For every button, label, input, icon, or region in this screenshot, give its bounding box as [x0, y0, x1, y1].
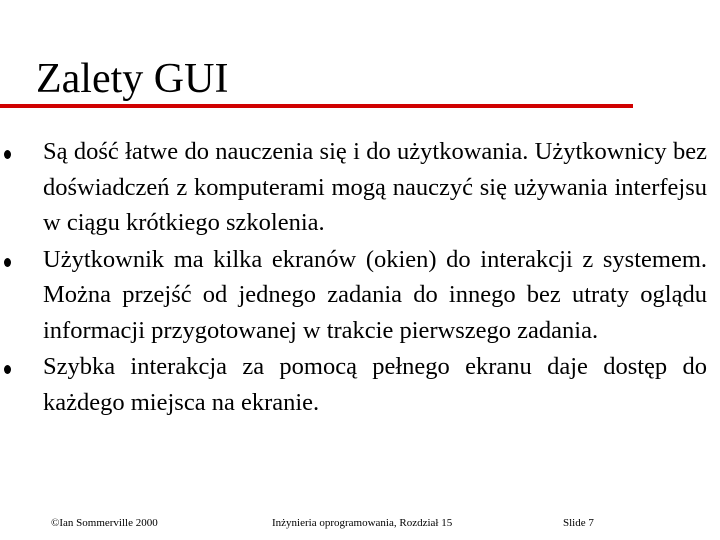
bullet-text: Użytkownik ma kilka ekranów (okien) do interakcji z systemem. Można przejść od jednego zadania do innego bez utraty oglądu informacji przygotowanej w trakcie pierwszego zadania.	[43, 245, 707, 344]
bullet-text: Szybka interakcja za pomocą pełnego ekranu daje dostęp do każdego miejsca na ekranie.	[43, 353, 707, 416]
bullet-item-3	[0, 349, 707, 420]
bullet-dot-icon	[4, 365, 11, 374]
footer-slide-number: Slide 7	[563, 517, 594, 529]
title-underline-rule	[0, 104, 633, 108]
bullet-item-2	[0, 242, 707, 349]
bullet-dot-icon	[4, 258, 11, 267]
slide-title: Zalety GUI	[36, 56, 229, 102]
bullet-text: Są dość łatwe do nauczenia się i do użytkowania. Użytkownicy bez doświadczeń z komputerami mogą nauczyć się używania interfejsu w ciągu krótkiego szkolenia.	[43, 138, 707, 236]
bullet-item-1	[0, 134, 707, 241]
footer-course-title: Inżynieria oprogramowania, Rozdział 15	[272, 517, 453, 529]
bullet-dot-icon	[4, 150, 11, 159]
footer-copyright: ©Ian Sommerville 2000	[51, 517, 158, 529]
bullet-list	[0, 134, 720, 421]
